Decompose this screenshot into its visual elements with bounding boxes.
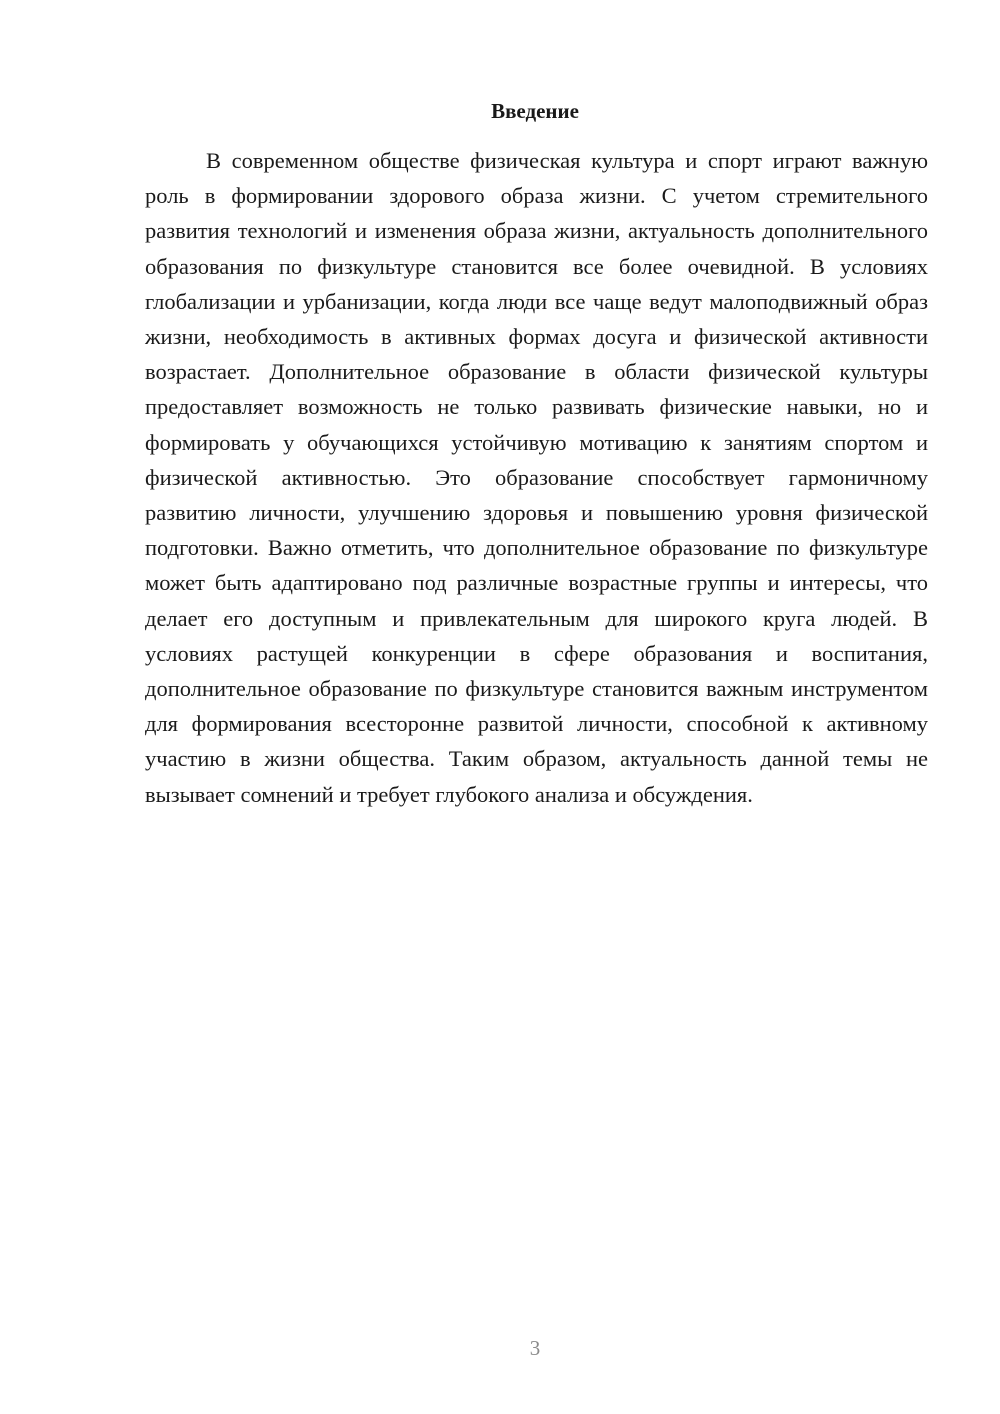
- section-heading: Введение: [491, 99, 579, 123]
- page-number: 3: [529, 1336, 541, 1360]
- body-paragraph: В современном обществе физическая культура и спорт играют важную роль в формировании здорового образа жизни. С учетом стремительного развития технологий и изменения образа жизни, актуальность дополнительного образования по физкультуре становится все более очевидной. В условиях глобализации и урбанизации, когда люди все чаще ведут малоподвижный образ жизни, необходимость в активных формах досуга и физической активности возрастает. Дополнительное образование в области физической культуры предоставляет возможность не только развивать физические навыки, но и формировать у обучающихся устойчивую мотивацию к занятиям спортом и физической активностью. Это образование способствует гармоничному развитию личности, улучшению здоровья и повышению уровня физической подготовки. Важно отметить, что дополнительное образование по физкультуре может быть адаптировано под различные возрастные группы и интересы, что делает его доступным и привлекательным для широкого круга людей. В условиях растущей конкуренции в сфере образования и воспитания, дополнительное образование по физкультуре становится важным инструментом для формирования всесторонне развитой личности, способной к активному участию в жизни общества. Таким образом, актуальность данной темы не вызывает сомнений и требует глубокого анализа и обсуждения.: [145, 148, 928, 807]
